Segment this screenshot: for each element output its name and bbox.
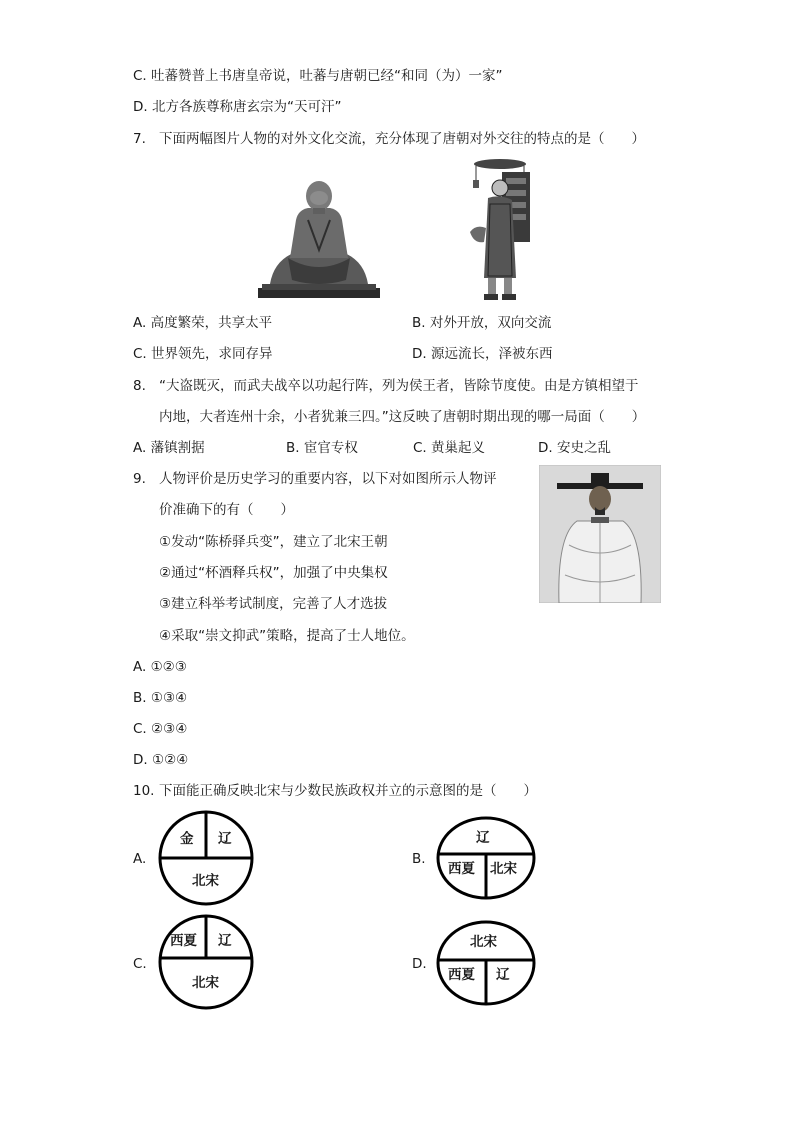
q9-option-a: A. ①②③ bbox=[133, 659, 187, 675]
region-label: 西夏 bbox=[170, 933, 197, 949]
q7-option-c: C. 世界领先，求同存异 bbox=[133, 346, 273, 362]
question-stem: 下面两幅图片人物的对外文化交流，充分体现了唐朝对外交往的特点的是（ ） bbox=[159, 131, 645, 147]
q8-stem-line2: 内地，大者连州十余，小者犹兼三四。”这反映了唐朝时期出现的哪一局面（ ） bbox=[159, 409, 646, 425]
question-stem: “大盗既灭，而武夫战卒以功起行阵，列为侯王者，皆除节度使。由是方镇相望于 bbox=[159, 378, 639, 394]
region-label: 辽 bbox=[476, 830, 490, 846]
q9-item-4: ④采取“崇文抑武”策略，提高了士人地位。 bbox=[159, 628, 415, 644]
question-number: 9. bbox=[133, 471, 146, 487]
q8-stem-line1 bbox=[133, 377, 639, 395]
region-label: 辽 bbox=[496, 967, 510, 983]
circle-diagram-shape bbox=[158, 914, 254, 1010]
question-stem: 人物评价是历史学习的重要内容，以下对如图所示人物评 bbox=[159, 471, 497, 487]
q10-option-d-letter: D. bbox=[412, 956, 427, 972]
region-label: 北宋 bbox=[470, 934, 497, 950]
region-label: 辽 bbox=[218, 831, 232, 847]
q10-option-a-letter: A. bbox=[133, 851, 147, 867]
question-number: 7. bbox=[133, 131, 146, 147]
seated-monk-statue-image bbox=[258, 180, 380, 302]
q9-option-d: D. ①②④ bbox=[133, 752, 189, 768]
q8-option-c: C. 黄巢起义 bbox=[413, 440, 486, 456]
circle-diagram-shape bbox=[158, 810, 254, 906]
q10-option-b-letter: B. bbox=[412, 851, 426, 867]
q10-stem bbox=[133, 782, 537, 800]
q10-diagram-d bbox=[436, 920, 536, 1006]
question-number: 8. bbox=[133, 378, 146, 394]
q6-option-d: D. 北方各族尊称唐玄宗为“天可汗” bbox=[133, 99, 342, 115]
q7-option-d: D. 源远流长，泽被东西 bbox=[412, 346, 553, 362]
q10-option-c-letter: C. bbox=[133, 956, 147, 972]
q7-stem bbox=[133, 130, 645, 148]
emperor-portrait-image bbox=[539, 465, 661, 603]
q10-diagram-b bbox=[436, 816, 536, 900]
traveling-monk-image bbox=[462, 158, 542, 304]
question-number: 10. bbox=[133, 783, 155, 799]
q10-diagram-a bbox=[158, 810, 254, 906]
region-label: 北宋 bbox=[490, 861, 517, 877]
region-label: 金 bbox=[180, 831, 194, 847]
q8-option-d: D. 安史之乱 bbox=[538, 440, 611, 456]
q9-option-b: B. ①③④ bbox=[133, 690, 188, 706]
q6-option-c: C. 吐蕃赞普上书唐皇帝说，吐蕃与唐朝已经“和同（为）一家” bbox=[133, 68, 503, 84]
q9-stem-line2: 价准确下的有（ ） bbox=[159, 502, 294, 518]
region-label: 北宋 bbox=[192, 975, 219, 991]
q7-option-a: A. 高度繁荣，共享太平 bbox=[133, 315, 273, 331]
q9-option-c: C. ②③④ bbox=[133, 721, 188, 737]
region-label: 辽 bbox=[218, 933, 232, 949]
q10-diagram-c bbox=[158, 914, 254, 1010]
q9-item-1: ①发动“陈桥驿兵变”，建立了北宋王朝 bbox=[159, 534, 388, 550]
region-label: 西夏 bbox=[448, 967, 475, 983]
q8-option-a: A. 藩镇割据 bbox=[133, 440, 205, 456]
q9-item-2: ②通过“杯酒释兵权”，加强了中央集权 bbox=[159, 565, 388, 581]
q9-stem-line1 bbox=[133, 470, 497, 488]
q9-item-3: ③建立科举考试制度，完善了人才选拔 bbox=[159, 596, 388, 612]
region-label: 北宋 bbox=[192, 873, 219, 889]
q8-option-b: B. 宦官专权 bbox=[286, 440, 358, 456]
region-label: 西夏 bbox=[448, 861, 475, 877]
question-stem: 下面能正确反映北宋与少数民族政权并立的示意图的是（ ） bbox=[159, 783, 537, 799]
q7-option-b: B. 对外开放，双向交流 bbox=[412, 315, 552, 331]
